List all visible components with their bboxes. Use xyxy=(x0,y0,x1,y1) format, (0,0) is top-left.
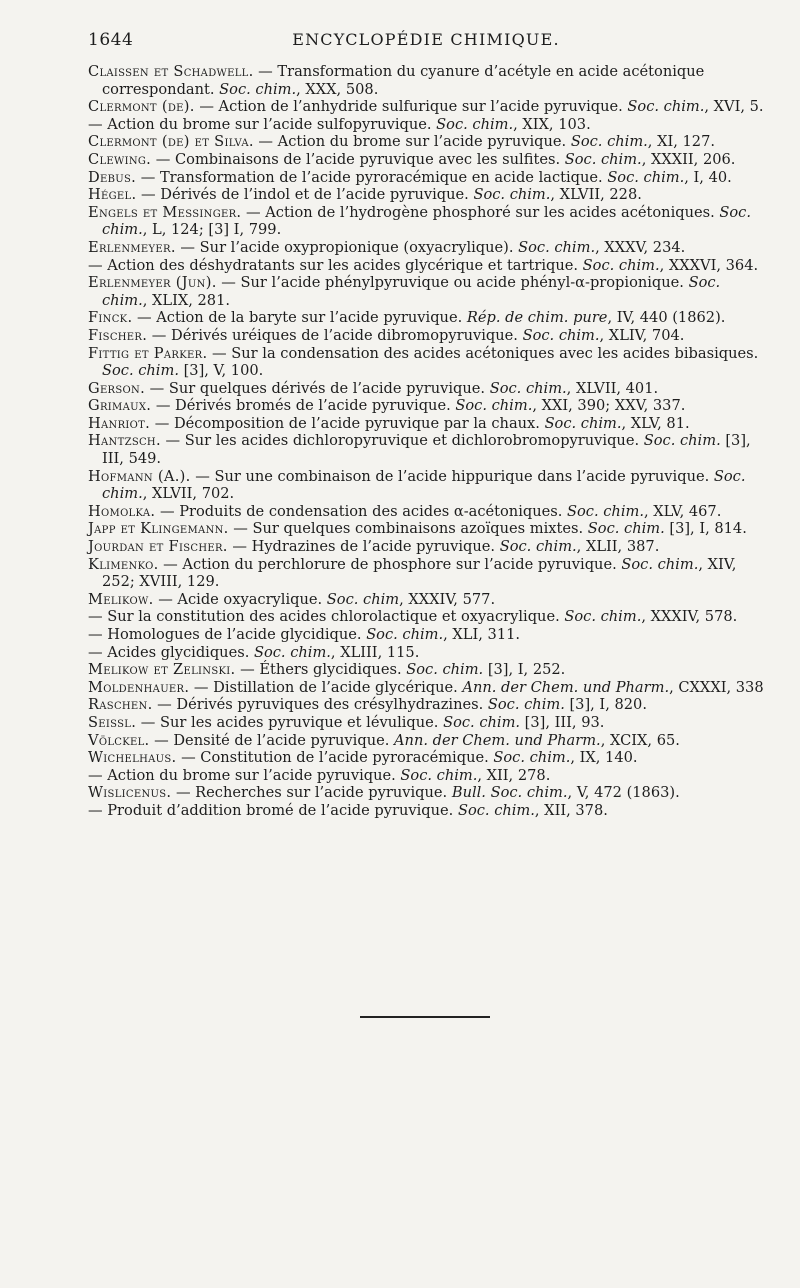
reference-title: — Sur l’acide phénylpyruvique ou acide phényl-α-propionique. xyxy=(216,274,689,292)
reference-citation: [3], III, 549. xyxy=(102,432,751,468)
reference-journal: Soc. chim. xyxy=(443,713,521,731)
reference-citation: , XCIX, 65. xyxy=(600,731,680,749)
reference-citation: , XLVII, 401. xyxy=(566,379,659,397)
reference-citation: [3], I, 814. xyxy=(664,520,747,538)
reference-journal: Soc. chim. xyxy=(607,168,685,186)
reference-citation: , XIV, 252; XVIII, 129. xyxy=(102,555,737,591)
reference-title: — Action du brome sur l’acide sulfopyruvique. xyxy=(88,115,437,133)
reference-entry xyxy=(88,380,770,398)
reference-title: — Dérivés de l’indol et de l’acide pyruvique. xyxy=(136,186,474,204)
reference-journal: Soc. chim. xyxy=(436,115,514,133)
reference-entry xyxy=(88,714,770,732)
reference-entry xyxy=(88,696,770,714)
reference-citation: , XLV, 467. xyxy=(643,502,722,520)
reference-author: Erlenmeyer. xyxy=(88,238,176,256)
reference-journal: Soc. chim. xyxy=(522,326,600,344)
page-header xyxy=(88,30,764,56)
reference-citation: , IX, 140. xyxy=(570,749,638,767)
reference-journal: Bull. Soc. chim. xyxy=(451,784,568,802)
reference-title: — Action des déshydratants sur les acides glycérique et tartrique. xyxy=(88,256,583,274)
reference-title: — Transformation du cyanure d’acétyle en acide acétonique correspondant. xyxy=(102,63,705,98)
reference-journal: Soc. chim. xyxy=(493,749,571,767)
reference-citation: , IV, 440 (1862). xyxy=(607,309,726,327)
reference-entry xyxy=(88,239,770,257)
reference-title: — Action du brome sur l’acide pyruvique. xyxy=(253,133,571,151)
reference-entry xyxy=(88,644,770,662)
reference-title: — Action du perchlorure de phosphore sur l’acide pyruvique. xyxy=(158,555,622,573)
reference-citation: , CXXXI, 338 xyxy=(669,678,764,696)
reference-author: Hantzsch. xyxy=(88,432,161,450)
reference-journal: Soc. chim. xyxy=(567,502,644,520)
reference-entry xyxy=(88,556,770,591)
reference-journal: Rép. de chim. pure xyxy=(466,309,608,327)
reference-author: Gerson. xyxy=(88,379,146,397)
reference-entry xyxy=(88,63,770,98)
reference-citation: , XXXIV, 578. xyxy=(641,608,738,626)
reference-author: Jourdan et Fischer. xyxy=(88,538,228,556)
reference-author: Raschen. xyxy=(88,696,153,714)
reference-author: Hégel. xyxy=(88,186,137,204)
reference-journal: Soc. chim. xyxy=(473,186,551,204)
reference-title: — Transformation de l’acide pyroracémique en acide lactique. xyxy=(136,168,608,186)
reference-citation: , XIX, 103. xyxy=(513,115,591,133)
reference-journal: Soc. chim. xyxy=(219,80,297,98)
running-title: ENCYCLOPÉDIE CHIMIQUE. xyxy=(292,30,560,49)
reference-title: — Hydrazines de l’acide pyruvique. xyxy=(227,538,500,556)
reference-entry xyxy=(88,151,770,169)
reference-journal: Soc. chim. xyxy=(253,643,331,661)
reference-entry xyxy=(88,749,770,767)
reference-title: — Sur la condensation des acides acétoniques avec les acides bibasiques. xyxy=(207,344,759,362)
reference-author: Clewing. xyxy=(88,150,152,168)
reference-journal: Soc. chim. xyxy=(102,467,746,503)
reference-title: — Action de l’anhydride sulfurique sur l’acide pyruvique. xyxy=(194,98,628,116)
reference-citation: , I, 40. xyxy=(684,168,732,186)
reference-author: Fittig et Parker. xyxy=(88,344,208,362)
reference-entry xyxy=(88,520,770,538)
reference-citation: , XXXVI, 364. xyxy=(659,256,759,274)
reference-author: Hofmann (A.). xyxy=(88,467,191,485)
reference-title: — Action du brome sur l’acide pyruvique. xyxy=(88,766,401,784)
reference-citation: , V, 472 (1863). xyxy=(567,784,680,802)
reference-journal: Soc. chim. xyxy=(570,133,648,151)
reference-author: Wichelhaus. xyxy=(88,749,177,767)
reference-entry xyxy=(88,468,770,503)
reference-entry xyxy=(88,538,770,556)
reference-citation: , XLIII, 115. xyxy=(330,643,420,661)
reference-citation: , XVI, 5. xyxy=(704,98,764,116)
reference-journal: Soc. chim. xyxy=(457,801,535,819)
reference-entry xyxy=(88,415,770,433)
reference-title: — Dérivés pyruviques des crésylhydrazines. xyxy=(152,696,488,714)
reference-journal: Soc. chim. xyxy=(587,520,665,538)
reference-title: — Sur l’acide oxypropionique (oxyacrylique). xyxy=(175,238,519,256)
reference-entry xyxy=(88,327,770,345)
reference-title: — Sur une combinaison de l’acide hippurique dans l’acide pyruvique. xyxy=(190,467,714,485)
reference-citation: , XLIX, 281. xyxy=(142,291,231,309)
reference-entry xyxy=(88,274,770,309)
reference-journal: Soc. chim. xyxy=(406,661,484,679)
reference-title: — Produits de condensation des acides α-acétoniques. xyxy=(155,502,568,520)
reference-journal: Soc. chim. xyxy=(621,555,699,573)
reference-author: Melikow. xyxy=(88,590,154,608)
reference-citation: , XLII, 387. xyxy=(576,538,660,556)
reference-title: — Éthers glycidiques. xyxy=(235,661,407,679)
reference-title: — Sur la constitution des acides chlorolactique et oxyacrylique. xyxy=(88,608,565,626)
reference-author: Klimenko. xyxy=(88,555,159,573)
reference-journal: Soc. chim. xyxy=(102,274,721,309)
reference-title: — Action de la baryte sur l’acide pyruvique. xyxy=(132,309,467,327)
reference-journal: Soc. chim. xyxy=(564,608,642,626)
reference-entry xyxy=(88,767,770,785)
reference-citation: , L, 124; [3] I, 799. xyxy=(142,221,282,239)
page-number: 1644 xyxy=(88,30,134,50)
reference-title: — Action de l’hydrogène phosphoré sur les acides acétoniques. xyxy=(241,203,720,221)
reference-list xyxy=(88,63,770,820)
reference-title: — Dérivés uréiques de l’acide dibromopyruvique. xyxy=(147,326,523,344)
reference-entry xyxy=(88,345,770,380)
reference-citation: [3], III, 93. xyxy=(520,713,605,731)
reference-journal: Soc. chim. xyxy=(455,397,533,415)
reference-entry xyxy=(88,608,770,626)
reference-author: Hanriot. xyxy=(88,414,151,432)
reference-entry xyxy=(88,204,770,239)
reference-entry xyxy=(88,397,770,415)
reference-entry xyxy=(88,503,770,521)
reference-journal: Soc. chim. xyxy=(627,98,705,116)
reference-citation: [3], I, 252. xyxy=(483,661,566,679)
reference-entry xyxy=(88,626,770,644)
reference-citation: , XLV, 81. xyxy=(621,414,690,432)
reference-citation: , XII, 378. xyxy=(534,801,608,819)
reference-author: Seissl. xyxy=(88,713,137,731)
reference-title: — Dérivés bromés de l’acide pyruvique. xyxy=(151,397,456,415)
reference-journal: Soc. chim. xyxy=(499,538,577,556)
closing-rule xyxy=(360,1016,490,1018)
reference-entry xyxy=(88,732,770,750)
reference-journal: Soc. chim. xyxy=(564,150,642,168)
reference-entry xyxy=(88,802,770,820)
reference-title: — Sur quelques combinaisons azoïques mixtes. xyxy=(228,520,588,538)
reference-journal: Ann. der Chem. und Pharm. xyxy=(462,678,670,696)
reference-title: — Acide oxyacrylique. xyxy=(153,590,327,608)
reference-title: — Recherches sur l’acide pyruvique. xyxy=(171,784,452,802)
reference-entry xyxy=(88,116,770,134)
reference-title: — Constitution de l’acide pyroracémique. xyxy=(176,749,494,767)
reference-author: Moldenhauer. xyxy=(88,678,190,696)
reference-entry xyxy=(88,309,770,327)
reference-entry xyxy=(88,98,770,116)
reference-citation: , XXXIV, 577. xyxy=(399,590,496,608)
reference-title: — Densité de l’acide pyruvique. xyxy=(149,731,395,749)
reference-author: Clermont (de). xyxy=(88,98,195,116)
reference-journal: Soc. chim. xyxy=(582,256,660,274)
reference-entry xyxy=(88,169,770,187)
reference-author: Erlenmeyer (Jun). xyxy=(88,274,217,292)
reference-journal: Soc. chim. xyxy=(366,626,444,643)
reference-journal: Soc. chim. xyxy=(544,414,622,432)
reference-citation: , XI, 127. xyxy=(647,133,716,151)
reference-citation: , XXXII, 206. xyxy=(641,150,736,168)
reference-title: — Acides glycidiques. xyxy=(88,643,254,661)
reference-entry xyxy=(88,432,770,467)
reference-author: Claissen et Schadwell. xyxy=(88,63,254,80)
reference-journal: Soc. chim xyxy=(326,590,400,608)
reference-entry xyxy=(88,784,770,802)
reference-journal: Soc. chim. xyxy=(102,203,751,239)
reference-journal: Soc. chim. xyxy=(487,696,565,714)
reference-title: — Distillation de l’acide glycérique. xyxy=(189,678,463,696)
reference-journal: Ann. der Chem. und Pharm. xyxy=(394,731,601,749)
reference-citation: , XXXV, 234. xyxy=(595,238,686,256)
reference-title: — Combinaisons de l’acide pyruvique avec les sulfites. xyxy=(151,150,565,168)
reference-entry xyxy=(88,133,770,151)
reference-citation: [3], V, 100. xyxy=(178,362,264,380)
reference-author: Engels et Messinger. xyxy=(88,203,242,221)
reference-journal: Soc. chim. xyxy=(102,362,179,380)
reference-citation: , XLVII, 702. xyxy=(142,485,235,503)
reference-author: Finck. xyxy=(88,309,133,327)
reference-citation: , XLI, 311. xyxy=(443,626,521,643)
reference-author: Homolka. xyxy=(88,502,156,520)
reference-title: — Sur quelques dérivés de l’acide pyruvique. xyxy=(145,379,490,397)
reference-author: Völckel. xyxy=(88,731,150,749)
reference-title: — Sur les acides pyruvique et lévulique. xyxy=(136,713,444,731)
reference-citation: , XXI, 390; XXV, 337. xyxy=(532,397,686,415)
reference-author: Grimaux. xyxy=(88,397,152,415)
reference-entry xyxy=(88,679,770,697)
reference-author: Debus. xyxy=(88,168,137,186)
reference-citation: , XLVII, 228. xyxy=(550,186,642,204)
reference-title: — Sur les acides dichloropyruvique et dichlorobromopyruvique. xyxy=(160,432,644,450)
reference-author: Wislicenus. xyxy=(88,784,172,802)
reference-author: Japp et Klingemann. xyxy=(88,520,229,538)
reference-citation: , XII, 278. xyxy=(477,766,551,784)
reference-journal: Soc. chim. xyxy=(643,432,721,450)
reference-author: Fischer. xyxy=(88,326,148,344)
reference-journal: Soc. chim. xyxy=(518,238,596,256)
reference-entry xyxy=(88,257,770,275)
reference-author: Clermont (de) et Silva. xyxy=(88,133,254,151)
reference-title: — Produit d’addition bromé de l’acide pyruvique. xyxy=(88,801,458,819)
reference-author: Melikow et Zelinski. xyxy=(88,661,236,679)
reference-entry xyxy=(88,186,770,204)
reference-journal: Soc. chim. xyxy=(400,766,478,784)
reference-citation: , XLIV, 704. xyxy=(599,326,685,344)
reference-entry xyxy=(88,591,770,609)
reference-title: — Décomposition de l’acide pyruvique par la chaux. xyxy=(150,414,545,432)
reference-citation: , XXX, 508. xyxy=(296,80,379,98)
reference-citation: [3], I, 820. xyxy=(564,696,647,714)
reference-journal: Soc. chim. xyxy=(489,379,567,397)
reference-entry xyxy=(88,661,770,679)
reference-title: — Homologues de l’acide glycidique. xyxy=(88,626,367,643)
